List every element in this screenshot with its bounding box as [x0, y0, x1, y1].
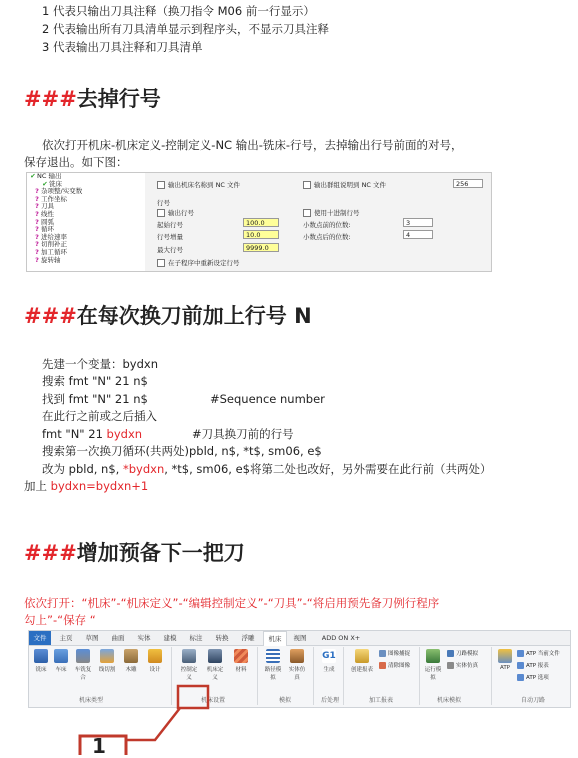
design-button[interactable]: 设计	[145, 649, 165, 673]
question-icon: ?	[35, 217, 39, 226]
heading-hash: ###	[24, 541, 77, 565]
atp-current-file-button[interactable]: ATP 当前文件	[517, 649, 560, 657]
atp-button[interactable]: ATP	[495, 649, 515, 671]
tree-item-label: NC 输出	[37, 172, 62, 180]
mill-icon	[34, 649, 48, 663]
tree-item-label: 刀具	[41, 202, 54, 211]
group-machine-setup: 机床设置	[201, 697, 226, 704]
control-definition-button[interactable]: 控制定义	[179, 649, 199, 681]
tab-view[interactable]: 视图	[293, 634, 307, 642]
separator	[419, 647, 420, 705]
tab-surface[interactable]: 曲面	[111, 634, 125, 642]
heading-add-line-number	[24, 303, 312, 329]
code-line-3: 找到 fmt "N" 21 n$	[42, 392, 148, 406]
tab-machine[interactable]: 机床	[263, 631, 287, 646]
tree-item[interactable]	[27, 257, 145, 265]
tab-add-on[interactable]: ADD ON X+	[321, 634, 361, 642]
atp-options-button[interactable]: ATP 选项	[517, 673, 549, 681]
group-simulate: 模拟	[279, 697, 292, 704]
toolpath-sim-button[interactable]: 刀路模拟	[447, 649, 478, 657]
tree-item-label: 循环	[41, 225, 54, 234]
mill-button[interactable]: 铣床	[31, 649, 51, 673]
run-simulation-button[interactable]: 运行模拟	[423, 649, 443, 681]
question-icon: ?	[35, 232, 39, 241]
toolpath-icon	[447, 650, 454, 657]
heading-hash: ###	[24, 87, 77, 111]
tree-item-label: 铣床	[49, 179, 62, 188]
code-line-8: 加上 bydxn=bydxn+1	[24, 479, 149, 493]
tree-item-label: 杂项整/实变数	[41, 187, 83, 196]
decimal-line-number-checkbox[interactable]: 使用十进制行号	[303, 208, 360, 217]
question-icon: ?	[35, 187, 39, 196]
code-line-4: 在此行之前或之后插入	[42, 409, 157, 423]
output-machine-name-checkbox[interactable]: 输出机床名称到 NC 文件	[157, 180, 240, 189]
heading-hash: ###	[24, 304, 77, 328]
output-group-comment-checkbox[interactable]: 输出群组说明到 NC 文件	[303, 180, 386, 189]
tab-home[interactable]: 主页	[59, 634, 73, 642]
question-icon: ?	[35, 209, 39, 218]
separator	[313, 647, 314, 705]
tab-sketch[interactable]: 草图	[85, 634, 99, 642]
atp-report-icon	[517, 662, 524, 669]
clear-icon	[379, 662, 386, 669]
digits-before-field[interactable]: 3	[403, 218, 433, 227]
group-report: 加工报表	[369, 697, 394, 704]
solid-simulation-button[interactable]: 实体仿真	[287, 649, 307, 681]
section3-line2: 勾上”-“保存 “	[24, 613, 96, 627]
group-post: 后处理	[321, 697, 340, 704]
clear-image-button[interactable]: 清除图像	[379, 661, 410, 669]
start-line-field[interactable]: 100.0	[243, 218, 279, 227]
atp-icon	[498, 649, 512, 663]
tree-item-label: 进给速率	[41, 232, 67, 241]
tab-model[interactable]: 建模	[163, 634, 177, 642]
line-increment-field[interactable]: 10.0	[243, 230, 279, 239]
line-number-section-label: 行号	[157, 199, 170, 207]
max-line-field[interactable]: 9999.0	[243, 243, 279, 252]
code-line-3-comment: #Sequence number	[210, 392, 325, 406]
question-icon: ?	[35, 255, 39, 264]
atp-report-button[interactable]: ATP 报表	[517, 661, 549, 669]
code-line-5: fmt "N" 21 bydxn #刀具换刀前的行号	[42, 427, 294, 441]
code-line-2: 搜索 fmt "N" 21 n$	[42, 374, 148, 388]
check-icon: ✔	[30, 172, 36, 180]
tab-solid[interactable]: 实体	[137, 634, 151, 642]
digits-after-label: 小数点后的位数:	[303, 233, 351, 241]
list-item-3: 3 代表输出刀具注释和刀具清单	[42, 40, 203, 54]
code-line-1: 先建一个变量：bydxn	[42, 357, 158, 371]
code-line-7: 改为 pbld, n$, *bydxn, *t$, sm06, e$将第二处也改好，另外需要在此行前（共两处）	[42, 462, 492, 476]
tab-file[interactable]: 文件	[29, 631, 51, 645]
image-capture-button[interactable]: 图像捕捉	[379, 649, 410, 657]
tab-transform[interactable]: 转换	[215, 634, 229, 642]
router-button[interactable]: 木雕	[121, 649, 141, 673]
create-report-button[interactable]: 创建报表	[349, 649, 375, 673]
tab-relief[interactable]: 浮雕	[241, 634, 255, 642]
separator	[491, 647, 492, 705]
reset-in-subprogram-checkbox[interactable]: 在子程序中重新设定行号	[157, 258, 240, 267]
list-item-1: 1 代表只输出刀具注释（换刀指令 M06 前一行显示）	[42, 4, 315, 18]
question-icon: ?	[35, 240, 39, 249]
line-increment-label: 行号增量	[157, 233, 183, 241]
output-line-number-checkbox[interactable]: 输出行号	[157, 208, 194, 217]
tree-item-label: 工作坐标	[41, 194, 67, 203]
digits-after-field[interactable]: 4	[403, 230, 433, 239]
tree-item-label: 线性	[41, 209, 54, 218]
line-number-panel	[153, 173, 491, 271]
path-simulation-button[interactable]: 路径模拟	[263, 649, 283, 681]
settings-tree	[27, 173, 145, 271]
solid-sim-icon	[447, 662, 454, 669]
section1-paragraph	[24, 137, 564, 171]
group-machine-sim: 机床模拟	[437, 697, 462, 704]
camera-icon	[379, 650, 386, 657]
question-icon: ?	[35, 202, 39, 211]
start-line-label: 起始行号	[157, 221, 183, 229]
heading-remove-line-numbers	[24, 86, 161, 112]
question-icon: ?	[35, 194, 39, 203]
max-line-label: 最大行号	[157, 246, 183, 254]
lathe-icon	[54, 649, 68, 663]
code-line-6: 搜索第一次换刀循环(共两处)pbld, n$, *t$, sm06, e$	[42, 444, 322, 458]
digits-before-label: 小数点前的位数:	[303, 221, 351, 229]
tab-annotate[interactable]: 标注	[189, 634, 203, 642]
tree-item-label: 圆弧	[41, 217, 54, 226]
run-simulation-icon	[426, 649, 440, 663]
list-item-2: 2 代表输出所有刀具清单显示到程序头，不显示刀具注释	[42, 22, 329, 36]
solid-sim-button[interactable]: 实体仿真	[447, 661, 478, 669]
material-button[interactable]: 材料	[231, 649, 251, 673]
g1-icon: G1	[322, 651, 336, 661]
tree-item-label: 切削补正	[41, 240, 67, 249]
check-icon: ✔	[42, 179, 48, 188]
generate-button[interactable]: G1 生成	[322, 651, 336, 673]
separator	[343, 647, 344, 705]
group-machine-type: 机床类型	[79, 697, 104, 704]
atp-options-icon	[517, 674, 524, 681]
tree-item-label: 加工循环	[41, 247, 67, 256]
top-value-field[interactable]: 256	[453, 179, 483, 188]
lathe-button[interactable]: 车床	[51, 649, 71, 673]
heading-prepare-next-tool	[24, 540, 245, 566]
machine-definition-button[interactable]: 机床定义	[205, 649, 225, 681]
wire-button[interactable]: 线切割	[97, 649, 117, 673]
section3-line1: 依次打开：“机床”-“机床定义”-“编辑控制定义”-“刀具”-“将启用预先备刀例行程序	[24, 596, 440, 610]
question-icon: ?	[35, 247, 39, 256]
mill-turn-button[interactable]: 车铣复合	[73, 649, 93, 681]
solid-simulation-icon	[290, 649, 304, 663]
heading-text: 去掉行号	[76, 87, 161, 111]
nc-output-settings-screenshot	[26, 172, 492, 272]
section1-line2: 保存退出。如下图：	[24, 155, 128, 169]
group-auto-toolpath: 自动刀路	[521, 697, 546, 704]
callout-number: 1	[92, 734, 106, 758]
heading-text: 在每次换刀前加上行号 N	[76, 304, 312, 328]
heading-text: 增加预备下一把刀	[76, 541, 245, 565]
section1-line1: 依次打开机床-机床定义-控制定义-NC 输出-铣床-行号，去掉输出行号前面的对号，	[42, 138, 463, 152]
atp-file-icon	[517, 650, 524, 657]
create-report-icon	[355, 649, 369, 663]
tree-item-label: 旋转轴	[41, 255, 61, 264]
question-icon: ?	[35, 225, 39, 234]
